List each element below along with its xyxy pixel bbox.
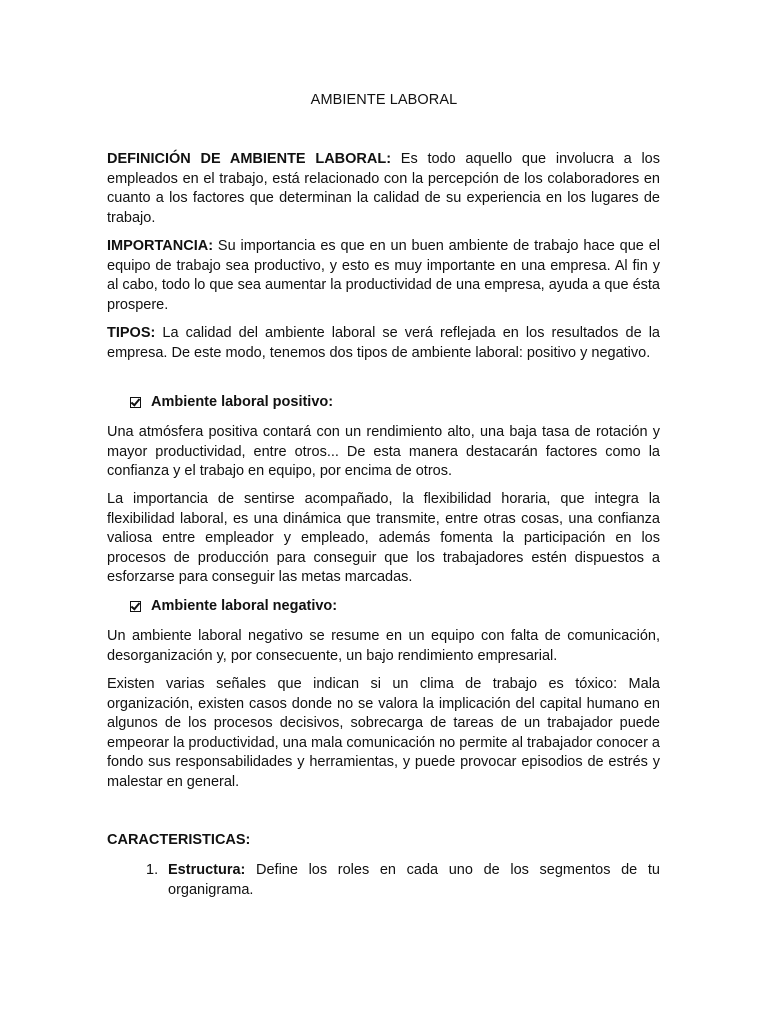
types-text: La calidad del ambiente laboral se verá reflejada en los resultados de la empresa. De este modo, tenemos dos tipos de ambiente laboral: positivo y negativo. — [107, 325, 660, 361]
list-item — [146, 861, 660, 900]
importance-label: IMPORTANCIA: — [107, 238, 214, 254]
checkbox-checked-icon — [130, 601, 141, 612]
importance-text: Su importancia es que en un buen ambiente de trabajo hace que el equipo de trabajo sea productivo, y esto es muy importante en una empresa. Al fin y al cabo, todo lo que sea aumentar la productividad de una empresa, ayuda a que ésta prospere. — [107, 238, 660, 313]
negative-paragraph-2 — [107, 675, 660, 792]
types-label: TIPOS: — [107, 325, 156, 341]
negative-p1-text: Un ambiente laboral negativo se resume en un equipo con falta de comunicación, desorganización y, por consecuente, un bajo rendimiento empresarial. — [107, 628, 660, 664]
positive-p1-text: Una atmósfera positiva contará con un rendimiento alto, una baja tasa de rotación y mayor productividad, entre otros... De esta manera destacarán factores como la confianza y el trabajo en equipo, por encima de otros. — [107, 424, 660, 479]
characteristics-heading: CARACTERISTICAS: — [107, 832, 251, 848]
negative-heading-text: Ambiente laboral negativo: — [151, 598, 338, 614]
positive-paragraph-1 — [107, 423, 660, 482]
document-title: AMBIENTE LABORAL — [310, 92, 458, 108]
list-item-number: 1. — [146, 862, 159, 878]
positive-p2-text: La importancia de sentirse acompañado, la flexibilidad horaria, que integra la flexibilidad laboral, es una dinámica que transmite, entre otras cosas, una confianza valiosa entre empleador y empleado, además fomenta la participación en los procesos de producción para conseguir que los trabajadores estén dispuestos a esforzarse para conseguir las metas marcadas. — [107, 491, 660, 585]
importance-paragraph — [107, 237, 660, 315]
positive-paragraph-2 — [107, 490, 660, 588]
negative-paragraph-1 — [107, 627, 660, 666]
checkbox-checked-icon — [130, 397, 141, 408]
types-paragraph — [107, 324, 660, 363]
positive-heading-text: Ambiente laboral positivo: — [151, 394, 334, 410]
definition-paragraph — [107, 150, 660, 228]
list-item-label: Estructura: — [168, 862, 246, 878]
negative-p2-text: Existen varias señales que indican si un clima de trabajo es tóxico: Mala organización, existen casos donde no se valora la implicación del capital humano en algunos de los procesos decisivos, sobrecarga de tareas de un trabajador puede empeorar la productividad, una mala comunicación no permite al trabajador conocer a fondo sus responsabilidades y herramientas, y puede provocar episodios de estrés y malestar en general. — [107, 676, 660, 790]
definition-label: DEFINICIÓN DE AMBIENTE LABORAL: — [107, 151, 392, 167]
list-item-text: Define los roles en cada uno de los segmentos de tu organigrama. — [168, 862, 660, 898]
positive-heading — [130, 394, 333, 410]
negative-heading — [130, 598, 337, 614]
definition-text: Es todo aquello que involucra a los empleados en el trabajo, está relacionado con la percepción de los colaboradores en cuanto a los factores que determinan la calidad de su experiencia en los lugares de trabajo. — [107, 151, 660, 226]
